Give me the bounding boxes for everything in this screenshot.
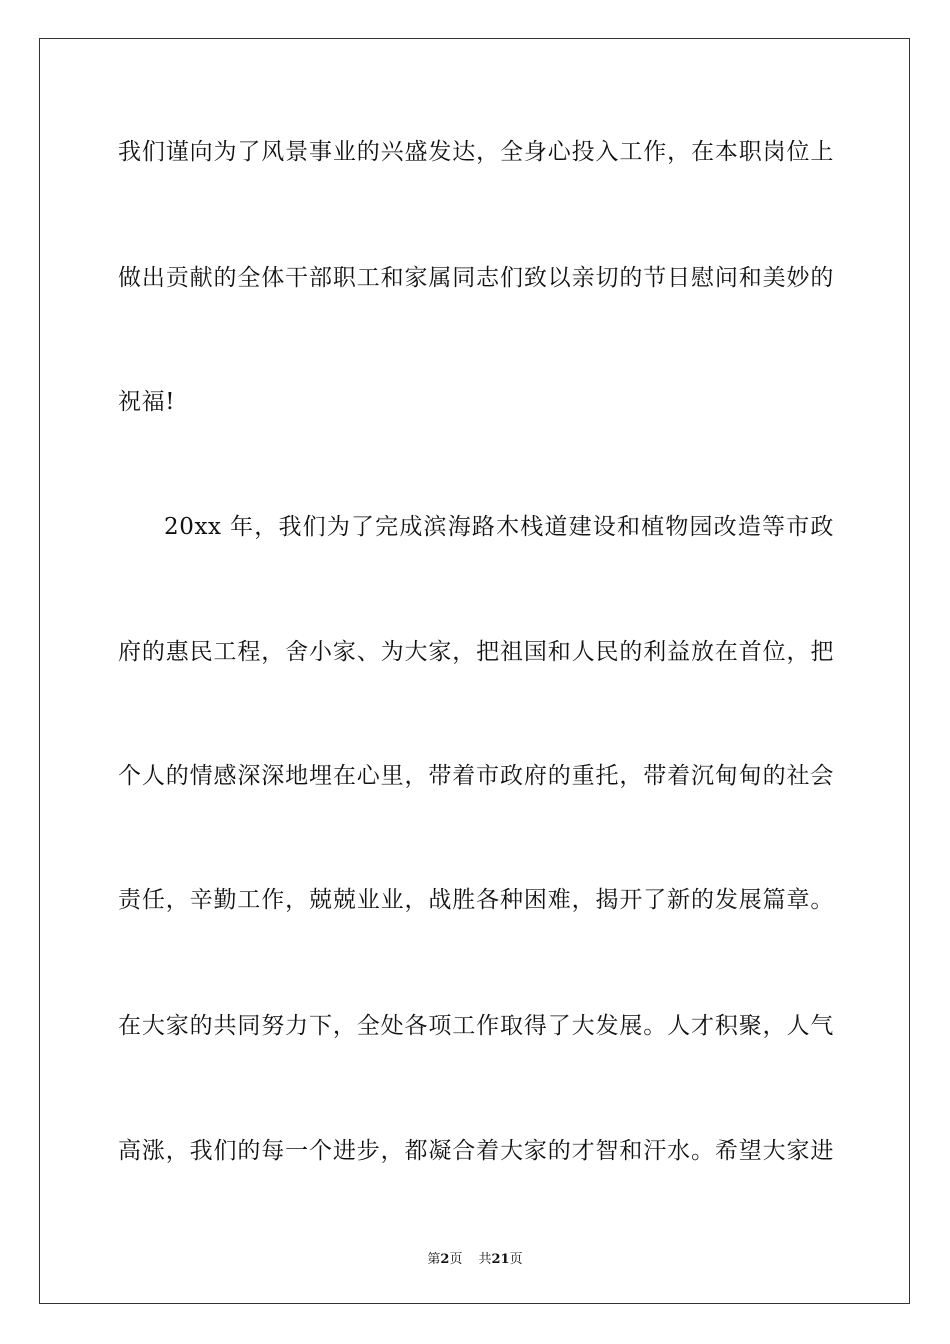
total-suffix: 页 [509, 1252, 523, 1267]
page-suffix: 页 [449, 1252, 463, 1267]
page-prefix: 第 [427, 1252, 441, 1267]
page-footer [0, 1248, 950, 1267]
body-text-line: 高涨，我们的每一个进步，都凝合着大家的才智和汗水。希望大家进 [118, 1138, 834, 1164]
total-pages: 21 [491, 1252, 510, 1267]
body-text-line: 祝福! [118, 389, 176, 415]
page-border [39, 38, 910, 1304]
total-prefix: 共 [478, 1252, 492, 1267]
body-text-line: 府的惠民工程，舍小家、为大家，把祖国和人民的利益放在首位，把 [118, 639, 834, 665]
paragraph-first-line: 20xx 年，我们为了完成滨海路木栈道建设和植物园改造等市政 [164, 514, 834, 540]
body-text-line: 责任，辛勤工作，兢兢业业，战胜各种困难，揭开了新的发展篇章。 [118, 887, 834, 913]
page-number: 2 [440, 1252, 450, 1267]
body-text-line: 我们谨向为了风景事业的兴盛发达，全身心投入工作，在本职岗位上 [118, 139, 834, 165]
body-text-line: 做出贡献的全体干部职工和家属同志们致以亲切的节日慰问和美妙的 [118, 265, 834, 291]
body-text-line: 个人的情感深深地埋在心里，带着市政府的重托，带着沉甸甸的社会 [118, 763, 834, 789]
body-text-line: 在大家的共同努力下，全处各项工作取得了大发展。人才积聚，人气 [118, 1013, 834, 1039]
